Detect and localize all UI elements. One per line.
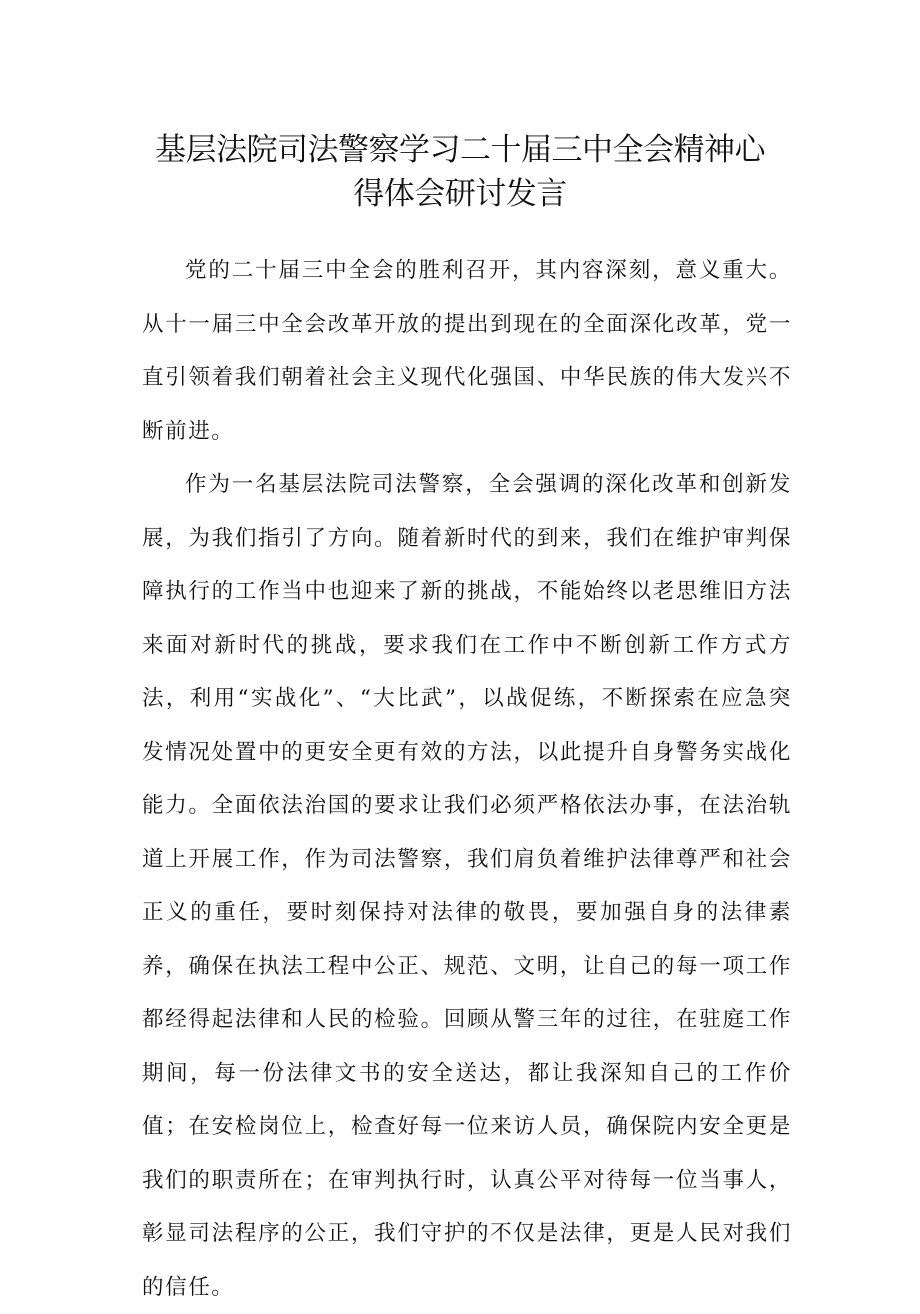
paragraph-1: 党的二十届三中全会的胜利召开，其内容深刻，意义重大。从十一届三中全会改革开放的提出到现在的全面深化改革，党一直引领着我们朝着社会主义现代化强国、中华民族的伟大发兴不断前进。 [142, 258, 792, 444]
title-line-1: 基层法院司法警察学习二十届三中全会精神心 [155, 132, 765, 168]
document-body [142, 244, 792, 1314]
document-title [100, 128, 820, 216]
title-line-2: 得体会研讨发言 [353, 176, 567, 212]
paragraph-2: 作为一名基层法院司法警察，全会强调的深化改革和创新发展，为我们指引了方向。随着新时代的到来，我们在维护审判保障执行的工作当中也迎来了新的挑战，不能始终以老思维旧方法来面对新时代的挑战，要求我们在工作中不断创新工作方式方法，利用“实战化”、“大比武”，以战促练，不断探索在应急突发情况处置中的更安全更有效的方法，以此提升自身警务实战化能力。全面依法治国的要求让我们必须严格依法办事，在法治轨道上开展工作，作为司法警察，我们肩负着维护法律尊严和社会正义的重任，要时刻保持对法律的敬畏，要加强自身的法律素养，确保在执法工程中公正、规范、文明，让自己的每一项工作都经得起法律和人民的检验。回顾从警三年的过往，在驻庭工作期间，每一份法律文书的安全送达，都让我深知自己的工作价值；在安检岗位上，检查好每一位来访人员，确保院内安全更是我们的职责所在；在审判执行时，认真公平对待每一位当事人，彰显司法程序的公正，我们守护的不仅是法律，更是人民对我们的信任。 [142, 472, 792, 1300]
